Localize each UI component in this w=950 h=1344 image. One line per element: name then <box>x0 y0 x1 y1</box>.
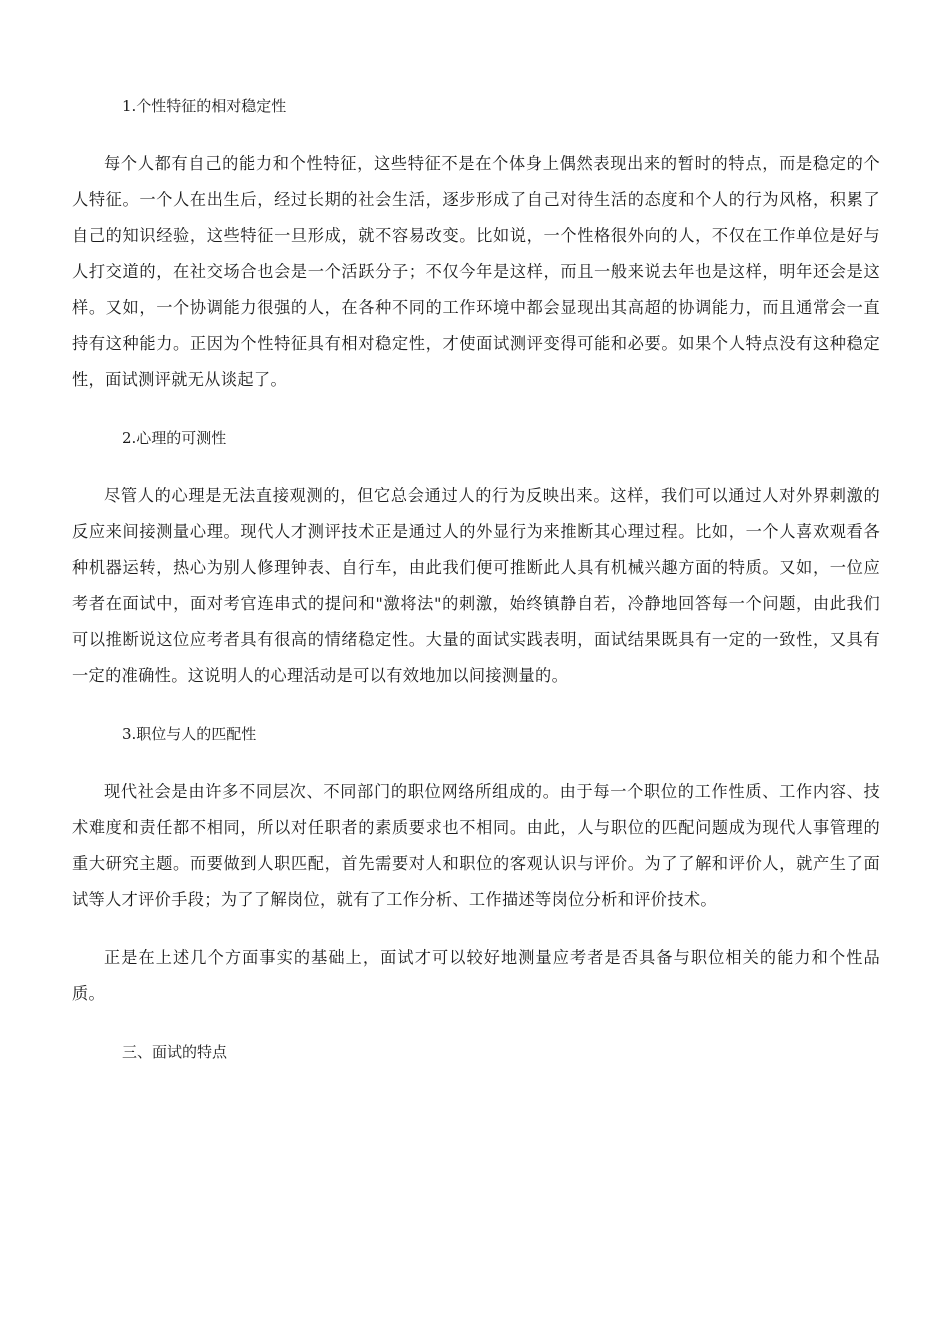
paragraph-conclusion: 正是在上述几个方面事实的基础上，面试才可以较好地测量应考者是否具备与职位相关的能力和个性品质。 <box>72 948 880 1003</box>
section-heading-stability: 1.个性特征的相对稳定性 <box>122 97 287 115</box>
document-body <box>72 88 880 1092</box>
paragraph-stability: 每个人都有自己的能力和个性特征，这些特征不是在个体身上偶然表现出来的暂时的特点，而是稳定的个人特征。一个人在出生后，经过长期的社会生活，逐步形成了自己对待生活的态度和个人的行为风格，积累了自己的知识经验，这些特征一旦形成，就不容易改变。比如说，一个性格很外向的人，不仅在工作单位是好与人打交道的，在社交场合也会是一个活跃分子；不仅今年是这样，而且一般来说去年也是这样，明年还会是这样。又如，一个协调能力很强的人，在各种不同的工作环境中都会显现出其高超的协调能力，而且通常会一直持有这种能力。正因为个性特征具有相对稳定性，才使面试测评变得可能和必要。如果个人特点没有这种稳定性，面试测评就无从谈起了。 <box>72 154 880 389</box>
chapter-heading-interview-features: 三、面试的特点 <box>122 1043 228 1061</box>
paragraph-job-matching: 现代社会是由许多不同层次、不同部门的职位网络所组成的。由于每一个职位的工作性质、工作内容、技术难度和责任都不相同，所以对任职者的素质要求也不相同。由此，人与职位的匹配问题成为现代人事管理的重大研究主题。而要做到人职匹配，首先需要对人和职位的客观认识与评价。为了了解和评价人，就产生了面试等人才评价手段；为了了解岗位，就有了工作分析、工作描述等岗位分析和评价技术。 <box>72 782 880 909</box>
paragraph-measurability: 尽管人的心理是无法直接观测的，但它总会通过人的行为反映出来。这样，我们可以通过人对外界刺激的反应来间接测量心理。现代人才测评技术正是通过人的外显行为来推断其心理过程。比如，一个人喜欢观看各种机器运转，热心为别人修理钟表、自行车，由此我们便可推断此人具有机械兴趣方面的特质。又如，一位应考者在面试中，面对考官连串式的提问和"激将法"的刺激，始终镇静自若，冷静地回答每一个问题，由此我们可以推断说这位应考者具有很高的情绪稳定性。大量的面试实践表明，面试结果既具有一定的一致性，又具有一定的准确性。这说明人的心理活动是可以有效地加以间接测量的。 <box>72 486 880 685</box>
section-heading-measurability: 2.心理的可测性 <box>122 429 227 447</box>
section-heading-job-matching: 3.职位与人的匹配性 <box>122 725 257 743</box>
